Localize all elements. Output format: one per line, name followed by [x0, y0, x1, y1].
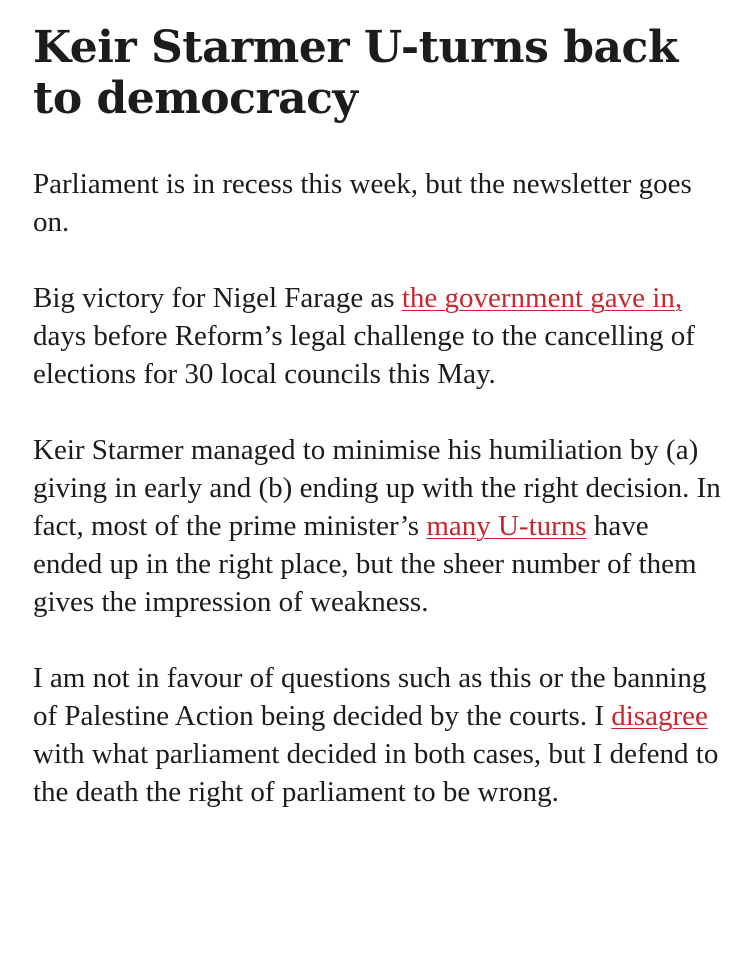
- article-headline: Keir Starmer U-turns back to democracy: [33, 22, 678, 124]
- paragraph-3-text-after: have ended up in the right place, but the sheer number of them gives the impression of weakness.: [33, 510, 697, 618]
- paragraph-4: [33, 659, 723, 811]
- paragraph-4-text-after: with what parliament decided in both cases, but I defend to the death the right of parliament to be wrong.: [33, 738, 719, 808]
- paragraph-1-text: Parliament is in recess this week, but the newsletter goes on.: [33, 168, 692, 238]
- link-disagree[interactable]: disagree: [611, 700, 708, 732]
- link-many-u-turns[interactable]: many U-turns: [426, 510, 587, 542]
- paragraph-3: [33, 431, 723, 621]
- paragraph-2: [33, 279, 723, 393]
- paragraph-1: [33, 165, 723, 241]
- paragraph-3-text-before: Keir Starmer managed to minimise his humiliation by (a) giving in early and (b) ending up with the right decision. In fact, most of the prime minister’s: [33, 434, 721, 542]
- paragraph-4-text-before: I am not in favour of questions such as this or the banning of Palestine Action being decided by the courts. I: [33, 662, 707, 732]
- link-government-gave-in[interactable]: the government gave in,: [401, 282, 683, 314]
- paragraph-2-text-after: days before Reform’s legal challenge to the cancelling of elections for 30 local councils this May.: [33, 320, 695, 390]
- article: [33, 22, 723, 849]
- paragraph-2-text-before: Big victory for Nigel Farage as: [33, 282, 402, 314]
